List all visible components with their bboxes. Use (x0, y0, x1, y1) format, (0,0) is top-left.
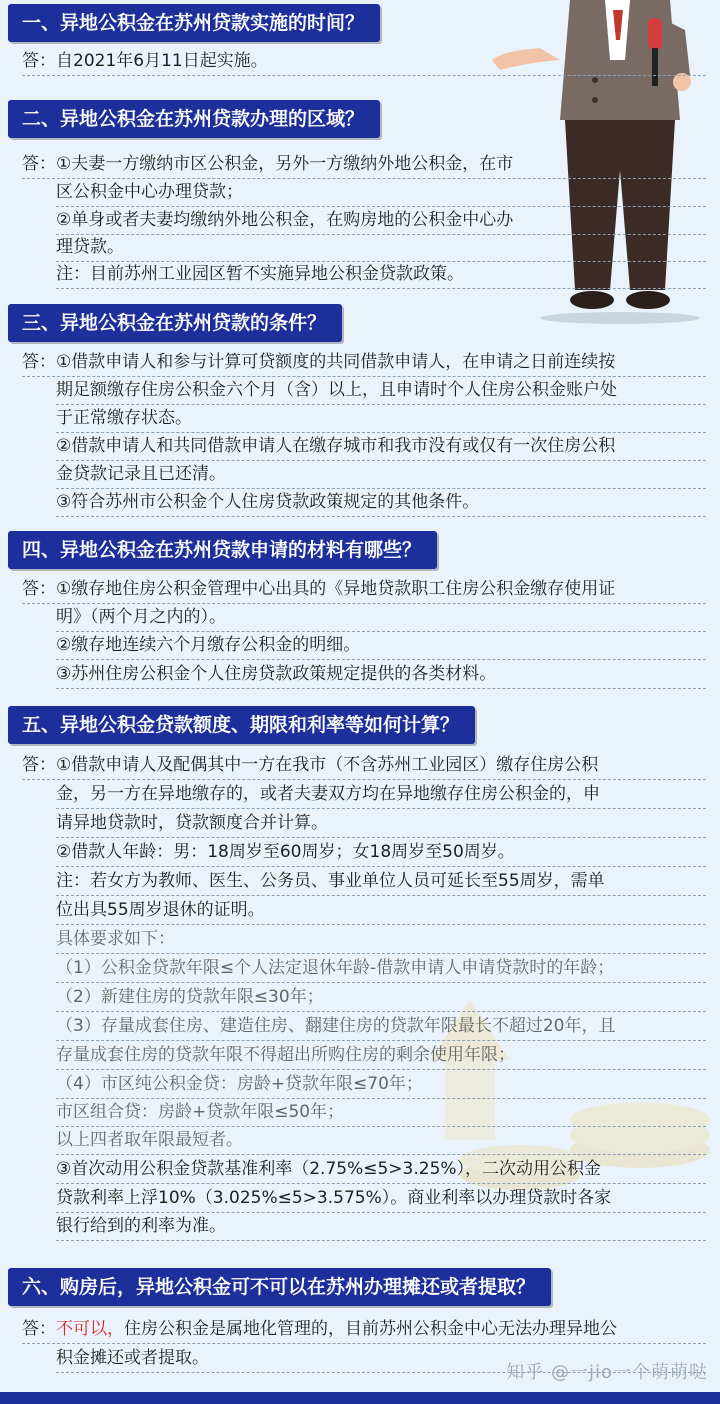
section-5-line-5: 注：若女方为教师、医生、公务员、事业单位人员可延长至55周岁，需单 (56, 868, 706, 896)
section-5-line-17: 银行给到的利率为准。 (56, 1213, 706, 1241)
section-3-line-1: 答：①借款申请人和参与计算可贷额度的共同借款申请人，在申请之日前连续按 (22, 349, 706, 377)
answer-highlight: 不可以， (56, 1319, 124, 1339)
section-5-title: 五、异地公积金贷款额度、期限和利率等如何计算？ (8, 706, 475, 744)
section-1-line-1: 答：自2021年6月11日起实施。 (22, 48, 706, 76)
section-4-title: 四、异地公积金在苏州贷款申请的材料有哪些？ (8, 531, 437, 569)
section-3-line-5: 金贷款记录且已还清。 (56, 461, 706, 489)
section-6-line-1 (22, 1316, 706, 1344)
section-5-line-14: 以上四者取年限最短者。 (56, 1127, 706, 1155)
section-6-line-2: 积金摊还或者提取。 (56, 1345, 706, 1373)
watermark-text: 知乎 @一jio一个萌萌哒 (506, 1362, 708, 1383)
section-3-line-6: ③符合苏州市公积金个人住房贷款政策规定的其他条件。 (56, 489, 706, 517)
section-2-line-4: 理贷款。 (56, 234, 706, 262)
section-5-line-11: 存量成套住房的贷款年限不得超出所购住房的剩余使用年限； (56, 1042, 706, 1070)
section-5-line-15: ③首次动用公积金贷款基准利率（2.75%≤5>3.25%），二次动用公积金 (56, 1156, 706, 1184)
section-5-line-13: 市区组合贷：房龄+贷款年限≤50年； (56, 1099, 706, 1127)
section-5-line-7: 具体要求如下： (56, 926, 706, 954)
section-4-line-4: ③苏州住房公积金个人住房贷款政策规定提供的各类材料。 (56, 661, 706, 689)
section-5-line-10: （3）存量成套住房、建造住房、翻建住房的贷款年限最长不超过20年，且 (56, 1013, 706, 1041)
section-5-line-6: 位出具55周岁退休的证明。 (56, 897, 706, 925)
section-5-line-12: （4）市区纯公积金贷：房龄+贷款年限≤70年； (56, 1071, 706, 1099)
section-4-line-3: ②缴存地连续六个月缴存公积金的明细。 (56, 632, 706, 660)
section-1-title: 一、异地公积金在苏州贷款实施的时间？ (8, 4, 380, 42)
section-3-line-3: 于正常缴存状态。 (56, 405, 706, 433)
section-2-line-5: 注：目前苏州工业园区暂不实施异地公积金贷款政策。 (56, 261, 706, 289)
section-2-line-1: 答：①夫妻一方缴纳市区公积金，另外一方缴纳外地公积金，在市 (22, 151, 706, 179)
section-5-line-8: （1）公积金贷款年限≤个人法定退休年龄-借款申请人申请贷款时的年龄； (56, 955, 706, 983)
answer-rest: 住房公积金是属地化管理的，目前苏州公积金中心无法办理异地公 (124, 1319, 617, 1339)
section-4-line-2: 明》（两个月之内的）。 (56, 604, 706, 632)
bottom-bar (0, 1392, 720, 1404)
section-2-line-3: ②单身或者夫妻均缴纳外地公积金，在购房地的公积金中心办 (56, 207, 706, 235)
section-5-line-4: ②借款人年龄：男：18周岁至60周岁；女18周岁至50周岁。 (56, 839, 706, 867)
section-2-line-2: 区公积金中心办理贷款； (56, 179, 706, 207)
section-5-line-2: 金，另一方在异地缴存的，或者夫妻双方均在异地缴存住房公积金的，申 (56, 781, 706, 809)
section-2-title: 二、异地公积金在苏州贷款办理的区域？ (8, 100, 380, 138)
section-3-line-2: 期足额缴存住房公积金六个月（含）以上，且申请时个人住房公积金账户处 (56, 377, 706, 405)
answer-prefix: 答： (22, 1319, 56, 1339)
section-3-line-4: ②借款申请人和共同借款申请人在缴存城市和我市没有或仅有一次住房公积 (56, 433, 706, 461)
section-5-line-3: 请异地贷款时，贷款额度合并计算。 (56, 810, 706, 838)
section-5-line-9: （2）新建住房的贷款年限≤30年； (56, 984, 706, 1012)
section-5-line-1: 答：①借款申请人及配偶其中一方在我市（不含苏州工业园区）缴存住房公积 (22, 752, 706, 780)
section-6-title: 六、购房后，异地公积金可不可以在苏州办理摊还或者提取？ (8, 1268, 551, 1306)
section-4-line-1: 答：①缴存地住房公积金管理中心出具的《异地贷款职工住房公积金缴存使用证 (22, 576, 706, 604)
section-5-line-16: 贷款利率上浮10%（3.025%≤5>3.575%）。商业利率以办理贷款时各家 (56, 1185, 706, 1213)
section-3-title: 三、异地公积金在苏州贷款的条件？ (8, 304, 342, 342)
